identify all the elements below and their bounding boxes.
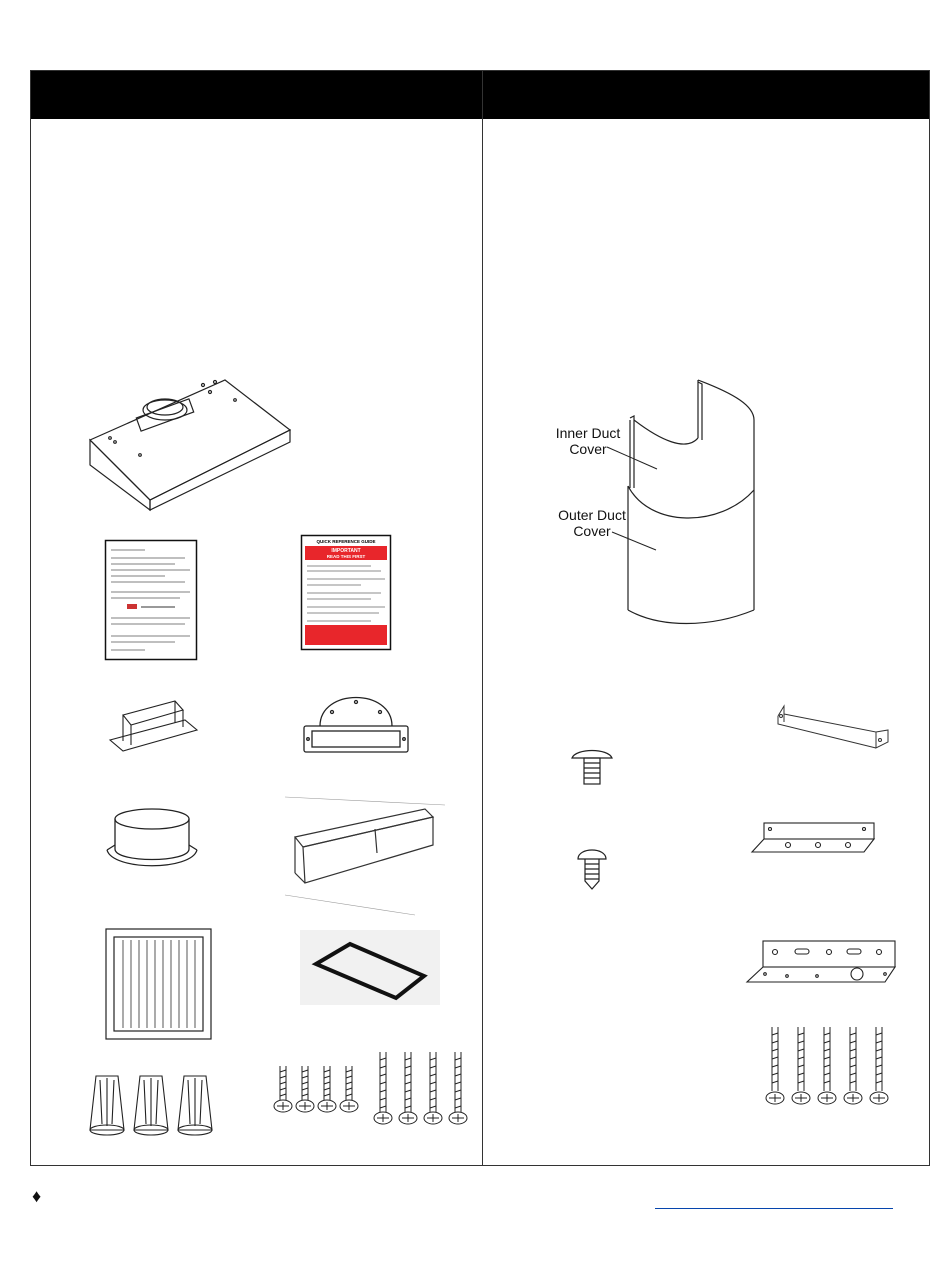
duct-extension-illustration: [285, 795, 445, 915]
guide-heading: QUICK REFERENCE GUIDE: [316, 539, 376, 544]
grille-panel-illustration: [105, 928, 212, 1040]
inner-duct-cover-label-line2: Cover: [569, 441, 607, 457]
long-screws-right-illustration: [762, 1025, 892, 1110]
left-column-header: [31, 71, 482, 119]
manual-document-illustration: [105, 540, 197, 660]
guide-banner-line2: READ THIS FIRST: [326, 554, 366, 559]
inner-duct-leader-line: [605, 445, 665, 475]
keyhole-bracket-illustration: [745, 938, 897, 986]
outer-duct-cover-label-line1: Outer Duct: [558, 507, 626, 523]
wire-nuts-illustration: [80, 1072, 230, 1142]
round-duct-collar-illustration: [105, 805, 200, 877]
mounting-bracket-long-illustration: [772, 702, 892, 757]
long-screws-illustration: [372, 1050, 472, 1130]
round-head-screw-illustration: [576, 847, 608, 891]
bullet-diamond-icon: ♦: [32, 1186, 42, 1206]
guide-banner-line1: IMPORTANT: [331, 548, 361, 554]
outer-duct-cover-label-line2: Cover: [573, 523, 611, 539]
angle-bracket-illustration: [748, 820, 878, 855]
footer-link[interactable]: [655, 1194, 893, 1209]
inner-duct-cover-label-line1: Inner Duct: [555, 425, 621, 441]
pan-head-screw-illustration: [570, 748, 614, 786]
rectangular-flange-illustration: [300, 688, 412, 760]
short-screws-illustration: [270, 1064, 360, 1116]
outer-duct-leader-line: [610, 530, 660, 555]
range-hood-illustration: [85, 370, 300, 515]
right-column-header: [483, 71, 929, 119]
rectangular-frame-illustration: [300, 930, 440, 1005]
duct-cover-illustration: [620, 378, 760, 628]
column-divider: [482, 71, 483, 1165]
duct-transition-illustration: [105, 695, 200, 755]
quick-reference-guide-illustration: [301, 535, 391, 650]
